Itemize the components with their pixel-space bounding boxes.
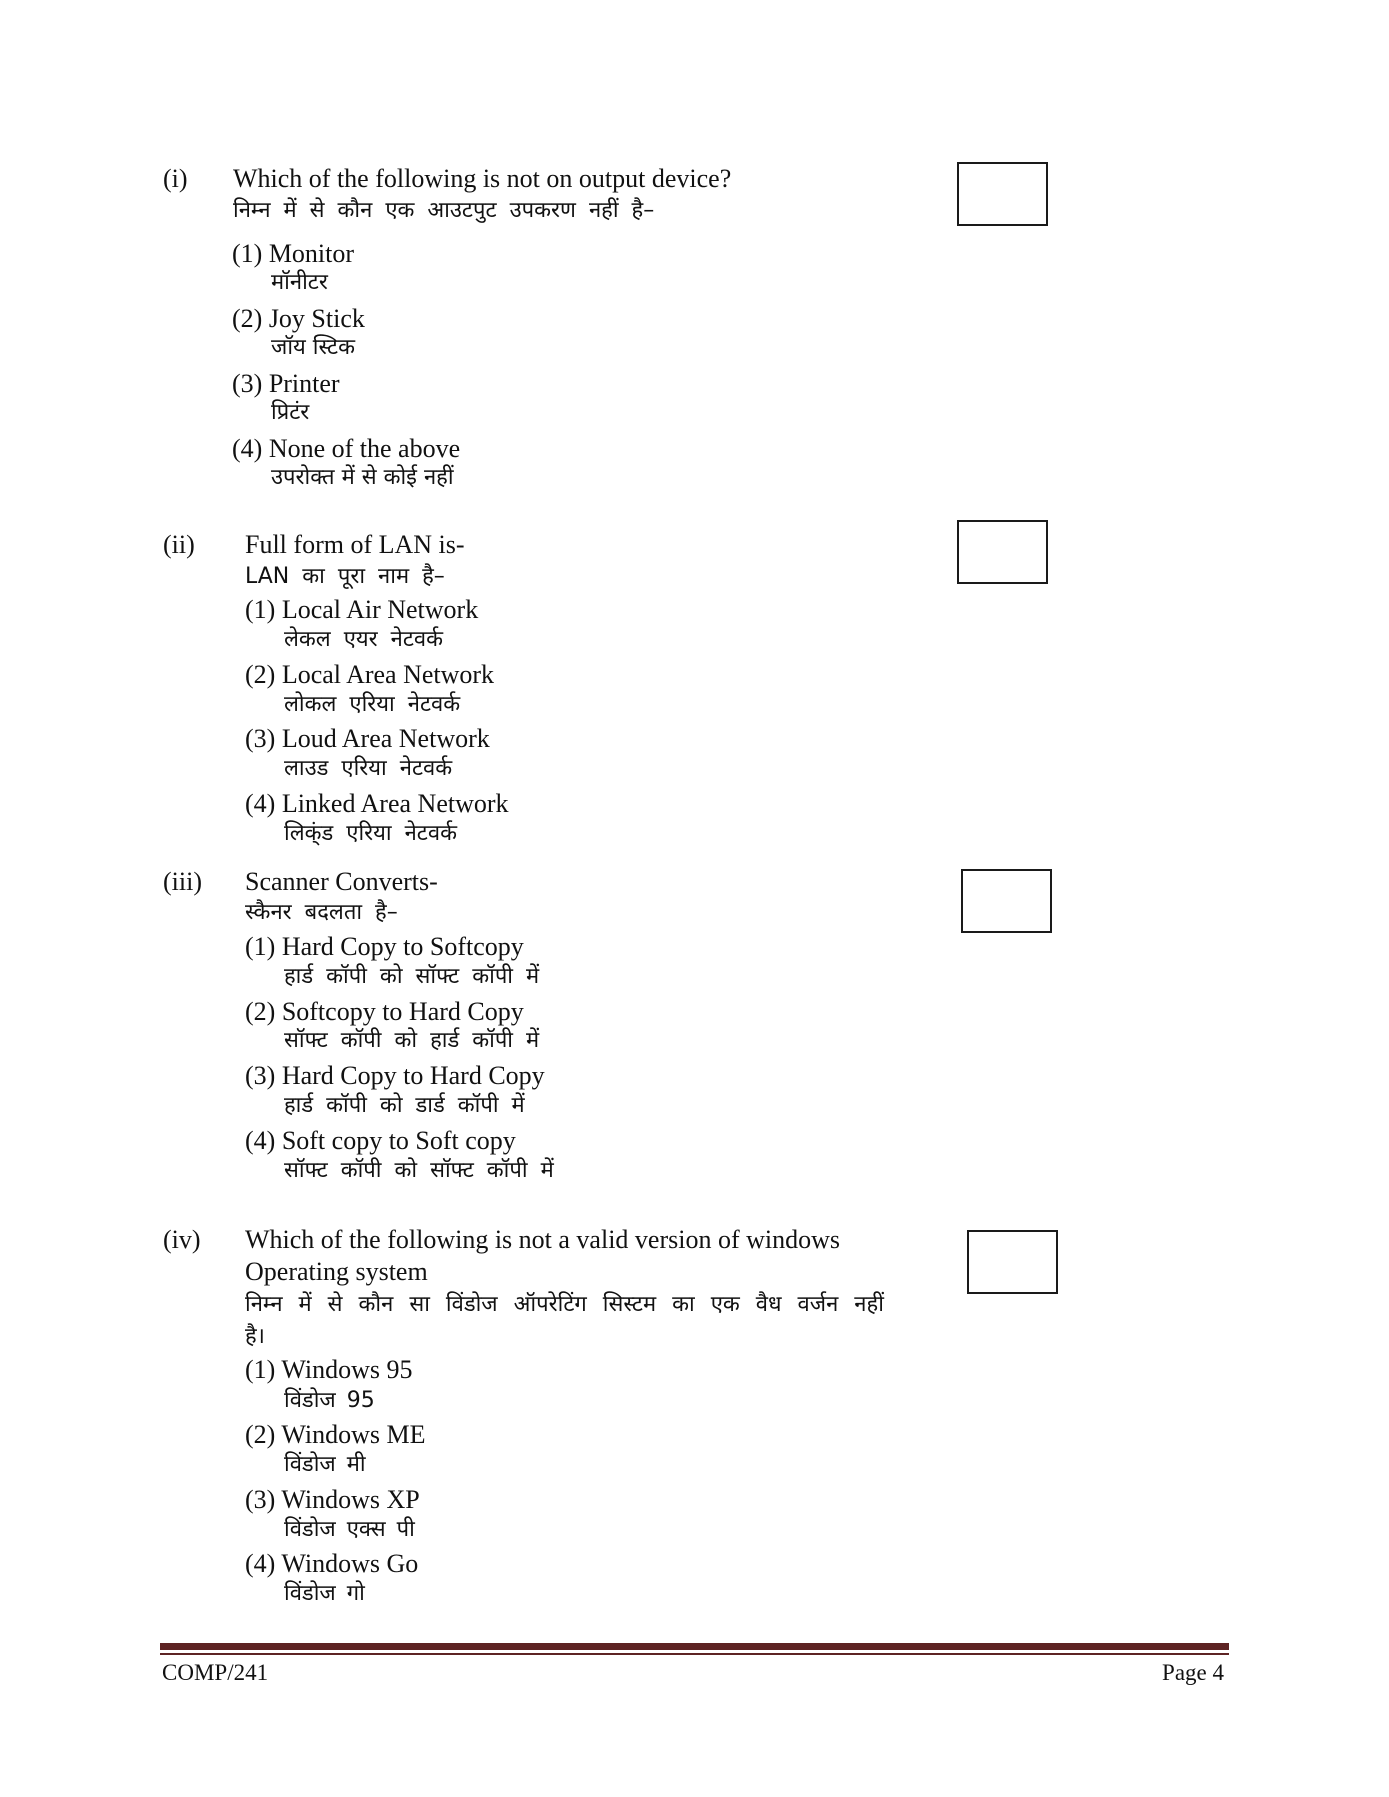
question-text-en: Which of the following is not a valid version of windows: [245, 1225, 841, 1254]
question-text-hi: LAN का पूरा नाम है–: [245, 564, 445, 589]
option-1-hindi: मॉनीटर: [271, 270, 328, 295]
question-text-en-line-2: Operating system: [245, 1257, 428, 1286]
option-4: (4) Soft copy to Soft copy: [245, 1126, 516, 1155]
option-2: (2) Softcopy to Hard Copy: [245, 997, 524, 1026]
answer-box[interactable]: [967, 1230, 1058, 1294]
option-3: (3) Hard Copy to Hard Copy: [245, 1061, 545, 1090]
footer-rule-thin: [160, 1653, 1229, 1655]
question-number: (iv): [163, 1225, 201, 1254]
option-1: (1) Local Air Network: [245, 595, 479, 624]
option-4: (4) Linked Area Network: [245, 789, 509, 818]
option-1-hindi: हार्ड कॉपी को सॉफ्ट कॉपी में: [284, 964, 540, 989]
question-text-hi: स्कैनर बदलता है–: [245, 900, 398, 925]
option-2: (2) Local Area Network: [245, 660, 495, 689]
option-4: (4) None of the above: [232, 434, 461, 463]
option-2: (2) Windows ME: [245, 1420, 426, 1449]
footer-paper-code: COMP/241: [162, 1660, 269, 1685]
answer-box[interactable]: [961, 869, 1052, 933]
option-3-hindi: विंडोज एक्स पी: [284, 1517, 415, 1542]
option-3: (3) Windows XP: [245, 1485, 420, 1514]
question-text-hi: निम्न में से कौन सा विंडोज ऑपरेटिंग सिस्टम का एक वैध वर्जन नहीं: [245, 1292, 884, 1317]
option-4-hindi: उपरोक्त में से कोई नहीं: [271, 465, 454, 490]
footer-rule-thick: [160, 1643, 1229, 1650]
question-text-en: Scanner Converts-: [245, 867, 438, 896]
option-4-hindi: सॉफ्ट कॉपी को सॉफ्ट कॉपी में: [284, 1158, 554, 1183]
option-3: (3) Printer: [232, 369, 340, 398]
question-number: (ii): [163, 530, 195, 559]
question-number: (iii): [163, 867, 202, 896]
option-1-hindi: विंडोज 95: [284, 1388, 375, 1413]
option-2: (2) Joy Stick: [232, 304, 365, 333]
option-3-hindi: लाउड एरिया नेटवर्क: [284, 756, 453, 781]
option-2-hindi: जॉय स्टिक: [271, 335, 356, 360]
option-4-hindi: लिक्ंड एरिया नेटवर्क: [284, 821, 458, 846]
option-1: (1) Hard Copy to Softcopy: [245, 932, 524, 961]
option-4: (4) Windows Go: [245, 1549, 419, 1578]
question-text-en: Which of the following is not on output device?: [233, 164, 732, 193]
option-3-hindi: हार्ड कॉपी को डार्ड कॉपी में: [284, 1093, 525, 1118]
footer-page-number: Page 4: [1162, 1660, 1224, 1685]
option-1: (1) Monitor: [232, 239, 355, 268]
question-number: (i): [163, 164, 188, 193]
option-3-hindi: प्रिटंर: [271, 400, 310, 425]
option-1: (1) Windows 95: [245, 1355, 413, 1384]
option-3: (3) Loud Area Network: [245, 724, 490, 753]
option-2-hindi: सॉफ्ट कॉपी को हार्ड कॉपी में: [284, 1028, 540, 1053]
option-2-hindi: लोकल एरिया नेटवर्क: [284, 692, 461, 717]
answer-box[interactable]: [957, 520, 1048, 584]
question-text-en: Full form of LAN is-: [245, 530, 465, 559]
answer-box[interactable]: [957, 162, 1048, 226]
question-text-hi: निम्न में से कौन एक आउटपुट उपकरण नहीं है–: [233, 198, 655, 223]
option-1-hindi: लेकल एयर नेटवर्क: [284, 627, 444, 652]
question-text-hi-line-2: है।: [245, 1324, 266, 1349]
option-4-hindi: विंडोज गो: [284, 1581, 365, 1606]
option-2-hindi: विंडोज मी: [284, 1452, 366, 1477]
